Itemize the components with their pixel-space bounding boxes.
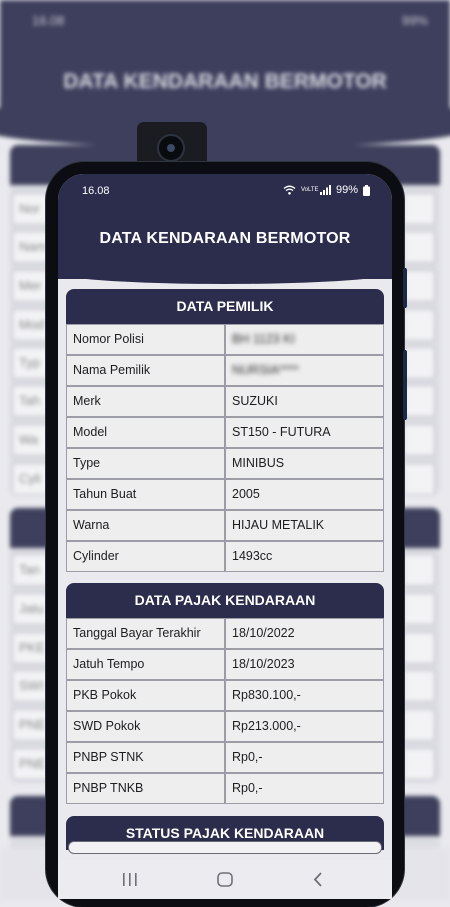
table-row xyxy=(66,386,384,417)
phone-side-button xyxy=(403,350,407,420)
table-row xyxy=(66,448,384,479)
bg-row-stub: Jatu xyxy=(12,593,53,625)
row-value: SUZUKI xyxy=(225,386,384,417)
bg-row-stub: Nam xyxy=(12,231,53,263)
home-icon[interactable] xyxy=(217,872,233,887)
row-label: Warna xyxy=(66,510,225,541)
signal-icon xyxy=(320,185,331,195)
row-value: 18/10/2022 xyxy=(225,618,384,649)
page-title: DATA KENDARAAN BERMOTOR xyxy=(99,230,351,247)
bg-row-stub: Tan xyxy=(12,554,53,586)
table-row xyxy=(66,680,384,711)
bg-row-stub-right xyxy=(403,463,435,495)
bg-row-stub-right xyxy=(403,231,435,263)
phone-screen xyxy=(58,174,392,899)
row-value: MINIBUS xyxy=(225,448,384,479)
table-row xyxy=(66,773,384,804)
row-label: PKB Pokok xyxy=(66,680,225,711)
row-label: PNBP STNK xyxy=(66,742,225,773)
bg-row-stub-right xyxy=(403,554,435,586)
table-row xyxy=(66,510,384,541)
row-label: Model xyxy=(66,417,225,448)
bg-row-stub-right xyxy=(403,193,435,225)
row-value: 18/10/2023 xyxy=(225,649,384,680)
bg-row-stub: PNE xyxy=(12,709,53,741)
app-header-curve xyxy=(58,254,392,284)
bg-row-stub-right xyxy=(403,347,435,379)
bg-row-stub-right xyxy=(403,709,435,741)
bg-row-stub: Nor xyxy=(12,193,53,225)
bg-title: DATA KENDARAAN BERMOTOR xyxy=(63,70,387,93)
bg-row-stub-right xyxy=(403,309,435,341)
bg-row-stub-right xyxy=(403,424,435,456)
bg-row-stub: Tah xyxy=(12,385,53,417)
battery-icon xyxy=(363,185,370,196)
row-label: Nomor Polisi xyxy=(66,324,225,355)
row-label: PNBP TNKB xyxy=(66,773,225,804)
back-icon[interactable] xyxy=(313,872,323,887)
table-row xyxy=(66,618,384,649)
bg-row-stub-right xyxy=(403,748,435,780)
section-title: STATUS PAJAK KENDARAAN xyxy=(66,816,384,850)
battery-percent: 99% xyxy=(335,184,358,196)
row-label: Jatuh Tempo xyxy=(66,649,225,680)
row-value xyxy=(225,324,384,355)
row-value: Rp0,- xyxy=(225,773,384,804)
bg-row-stub: PNE xyxy=(12,748,53,780)
bg-row-stub: Typ xyxy=(12,347,53,379)
bg-row-stub: SWI xyxy=(12,670,53,702)
table-row xyxy=(66,324,384,355)
bg-row-stub: Cyli xyxy=(12,463,53,495)
status-time: 16.08 xyxy=(82,185,110,197)
navigation-bar xyxy=(58,860,392,899)
row-label: Tanggal Bayar Terakhir xyxy=(66,618,225,649)
bg-row-stub: Wa xyxy=(12,424,53,456)
tax-data-table xyxy=(66,617,384,804)
row-value: Rp213.000,- xyxy=(225,711,384,742)
bg-status-time: 16.08 xyxy=(32,13,65,28)
row-value: 2005 xyxy=(225,479,384,510)
row-value: HIJAU METALIK xyxy=(225,510,384,541)
table-row xyxy=(66,355,384,386)
bg-row-stub: Mod xyxy=(12,309,53,341)
recents-icon[interactable] xyxy=(123,873,137,886)
status-progress-bar xyxy=(68,841,382,854)
row-label: SWD Pokok xyxy=(66,711,225,742)
row-value: 1493cc xyxy=(225,541,384,572)
tax-data-section xyxy=(66,583,384,804)
owner-data-section xyxy=(66,289,384,572)
status-icons xyxy=(283,184,370,196)
bg-status-battery: 99% xyxy=(401,13,428,28)
bg-status-bar xyxy=(0,0,450,40)
row-label: Tahun Buat xyxy=(66,479,225,510)
owner-data-table xyxy=(66,323,384,572)
bg-row-stub: Mer xyxy=(12,270,53,302)
camera-lens-icon xyxy=(157,134,185,162)
redacted-value: BH 1123 KI xyxy=(232,332,296,346)
bg-row-stub-right xyxy=(403,385,435,417)
row-value xyxy=(225,355,384,386)
section-title: DATA PAJAK KENDARAAN xyxy=(66,583,384,617)
row-label: Cylinder xyxy=(66,541,225,572)
table-row xyxy=(66,541,384,572)
row-value: Rp830.100,- xyxy=(225,680,384,711)
table-row xyxy=(66,742,384,773)
row-label: Merk xyxy=(66,386,225,417)
bg-row-stub: PKE xyxy=(12,632,53,664)
bg-row-stub-right xyxy=(403,593,435,625)
bg-row-stub-right xyxy=(403,270,435,302)
wifi-icon xyxy=(283,185,296,195)
volte-label: VoLTE xyxy=(300,187,319,193)
section-title: DATA PEMILIK xyxy=(66,289,384,323)
row-value: ST150 - FUTURA xyxy=(225,417,384,448)
bg-row-stub-right xyxy=(403,632,435,664)
bg-header-curve xyxy=(0,108,450,148)
redacted-value: NURSIA**** xyxy=(232,363,299,377)
table-row xyxy=(66,479,384,510)
row-label: Type xyxy=(66,448,225,479)
bg-row-stub-right xyxy=(403,670,435,702)
table-row xyxy=(66,649,384,680)
row-label: Nama Pemilik xyxy=(66,355,225,386)
table-row xyxy=(66,711,384,742)
row-value: Rp0,- xyxy=(225,742,384,773)
table-row xyxy=(66,417,384,448)
phone-side-button xyxy=(403,268,407,308)
